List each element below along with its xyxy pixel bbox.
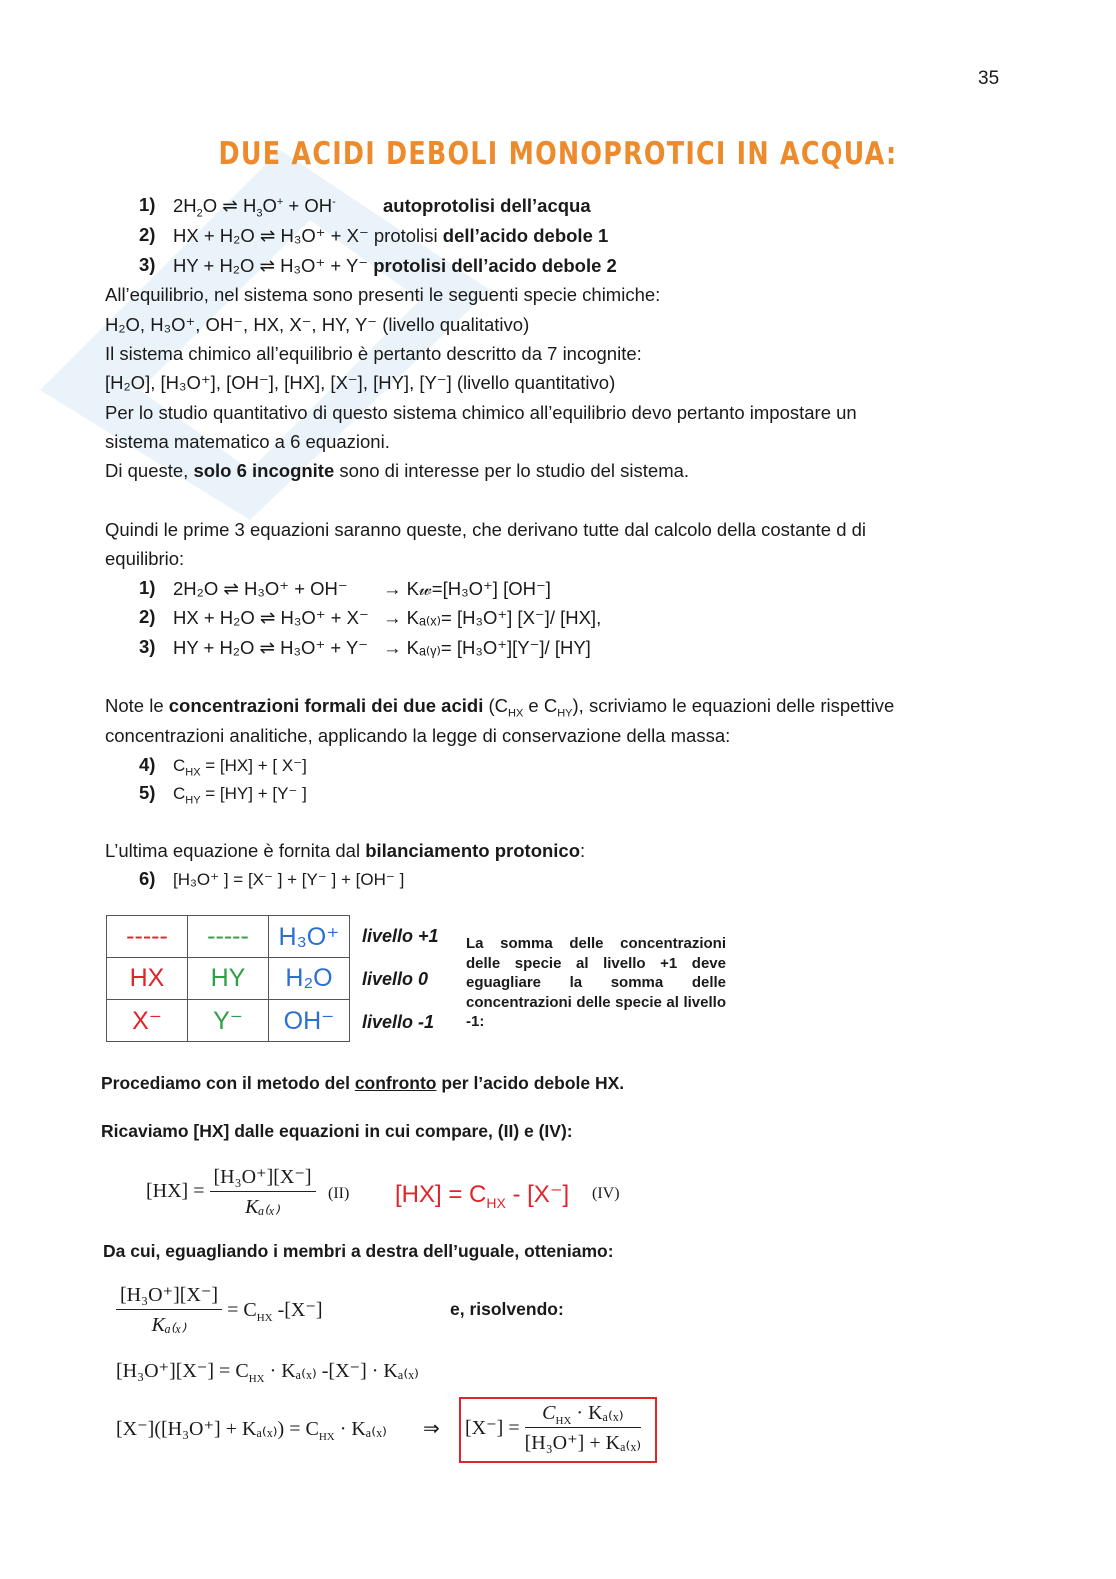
reaction-1: $2H_2O$ ⇌ $H_3O^+ + OH^-$ xyxy=(173,195,336,220)
proton-balance-eq: [H₃O⁺ ] = [X⁻ ] + [Y⁻ ] + [OH⁻ ] xyxy=(173,870,405,889)
level-label: livello +1 xyxy=(362,926,439,946)
table-cell: X⁻ xyxy=(107,1000,188,1042)
reaction-1-desc: autoprotolisi dell’acqua xyxy=(383,195,591,216)
resolving-note: e, risolvendo: xyxy=(450,1299,564,1319)
eq-number: 6) xyxy=(139,868,156,889)
eq-number: 4) xyxy=(139,754,156,775)
paragraph: Il sistema chimico all’equilibrio è pertanto descritto da 7 incognite: xyxy=(105,343,642,364)
paragraph: equilibrio: xyxy=(105,548,185,569)
eq-number: 1) xyxy=(139,577,156,598)
paragraph: concentrazioni analitiche, applicando la legge di conservazione della massa: xyxy=(105,725,731,746)
paragraph: sistema matematico a 6 equazioni. xyxy=(105,431,390,452)
reaction-2: HX + H₂O ⇌ H₃O⁺ + X⁻ protolisi dell’acido debole 1 xyxy=(173,225,609,246)
reaction-3: HY + H₂O ⇌ H₃O⁺ + Y⁻ protolisi dell’acido debole 2 xyxy=(173,255,617,276)
implies-arrow: ⇒ xyxy=(423,1418,440,1440)
eq-number: 3) xyxy=(139,636,156,657)
equation-iv: $[HX] = C_{HX} - [X^-]$ xyxy=(395,1181,570,1211)
section-heading: Procediamo con il metodo del confronto per l’acido debole HX. xyxy=(101,1073,625,1093)
level-label: livello 0 xyxy=(362,969,429,989)
equation-step: $[H_3O^+][X^-] = C_{HX} \cdot K_{a(x)}$ -[X⁻] · Kₐ₍ₓ₎ xyxy=(116,1360,419,1385)
proton-balance-note: La somma delle concentrazioni delle specie al livello +1 deve eguagliare la somma delle concentrazioni delle specie al livello -1: xyxy=(466,935,726,1030)
table-cell: H₂O xyxy=(269,958,350,1000)
equation-tag: (II) xyxy=(328,1185,350,1202)
k-reaction: 2H₂O ⇌ H₃O⁺ + OH⁻ xyxy=(173,578,348,599)
table-cell: ----- xyxy=(107,916,188,958)
table-cell: OH⁻ xyxy=(269,1000,350,1042)
eq-number: 2) xyxy=(139,606,156,627)
paragraph: Di queste, solo 6 incognite sono di interesse per lo studio del sistema. xyxy=(105,460,690,481)
paragraph: All’equilibrio, nel sistema sono presenti le seguenti specie chimiche: xyxy=(105,284,661,305)
paragraph: Note le concentrazioni formali dei due acidi ($C_{HX}$ e $C_{HY}$), scriviamo le equazioni delle rispettive xyxy=(105,695,895,720)
paragraph: [H₂O], [H₃O⁺], [OH⁻], [HX], [X⁻], [HY], [Y⁻] (livello quantitativo) xyxy=(105,372,616,393)
k-reaction: HX + H₂O ⇌ H₃O⁺ + X⁻ xyxy=(173,607,369,628)
section-heading: Da cui, eguagliando i membri a destra dell’uguale, otteniamo: xyxy=(103,1241,614,1261)
table-cell: HX xyxy=(107,958,188,1000)
k-expression: → Kₐ₍ₓ₎= [H₃O⁺] [X⁻]/ [HX], xyxy=(383,607,602,628)
table-cell: Y⁻ xyxy=(188,1000,269,1042)
equation-combined: $\frac{\text{[H₃O⁺][X⁻]}}{\text{Kₐ₍ₓ₎}}$ = $C_{HX}$ -[X⁻] xyxy=(116,1282,323,1337)
level-label: livello -1 xyxy=(362,1012,435,1032)
k-reaction: HY + H₂O ⇌ H₃O⁺ + Y⁻ xyxy=(173,637,369,658)
table-cell: ----- xyxy=(188,916,269,958)
paragraph: Per lo studio quantitativo di questo sistema chimico all’equilibrio devo pertanto impostare un xyxy=(105,402,857,423)
equation-ii: [HX] = $\frac{\text{[H₃O⁺][X⁻]}}{\text{Kₐ₍ₓ₎}}$ xyxy=(146,1164,316,1219)
reaction-number: 1) xyxy=(139,194,156,215)
table-cell: H₃O⁺ xyxy=(269,916,350,958)
paragraph: Quindi le prime 3 equazioni saranno queste, che derivano tutte dal calcolo della costante d di xyxy=(105,519,867,540)
k-expression: → Kₐ₍ᵧ₎= [H₃O⁺][Y⁻]/ [HY] xyxy=(383,637,591,658)
page-number: 35 xyxy=(978,68,1000,89)
mass-balance-eq: $C_{HY} = [HY] + [Y^-$ ] xyxy=(173,784,307,807)
eq-number: 5) xyxy=(139,782,156,803)
equation-tag: (IV) xyxy=(592,1185,620,1202)
mass-balance-eq: $C_{HX} = [HX]$ + [ X⁻] xyxy=(173,756,307,779)
equation-step: $[X^-]([H_3O^+] + K_{a(x)}) = C_{HX} \cdot K_{a(x)}$ xyxy=(116,1418,387,1443)
table-cell: HY xyxy=(188,958,269,1000)
paragraph: H₂O, H₃O⁺, OH⁻, HX, X⁻, HY, Y⁻ (livello qualitativo) xyxy=(105,314,530,335)
paragraph: L’ultima equazione è fornita dal bilanciamento protonico: xyxy=(105,840,586,861)
section-heading: Ricaviamo [HX] dalle equazioni in cui compare, (II) e (IV): xyxy=(101,1121,573,1141)
reaction-number: 2) xyxy=(139,224,156,245)
page-title: DUE ACIDI DEBOLI MONOPROTICI IN ACQUA: xyxy=(218,136,898,172)
reaction-number: 3) xyxy=(139,254,156,275)
k-expression: → K𝓌=[H₃O⁺] [OH⁻] xyxy=(383,578,551,599)
final-result: [X⁻] = $\frac{C_{HX} \cdot K_{a(x)}}{\text{[H₃O⁺] + Kₐ₍ₓ₎}}$ xyxy=(465,1402,642,1454)
species-level-table xyxy=(106,915,350,1042)
